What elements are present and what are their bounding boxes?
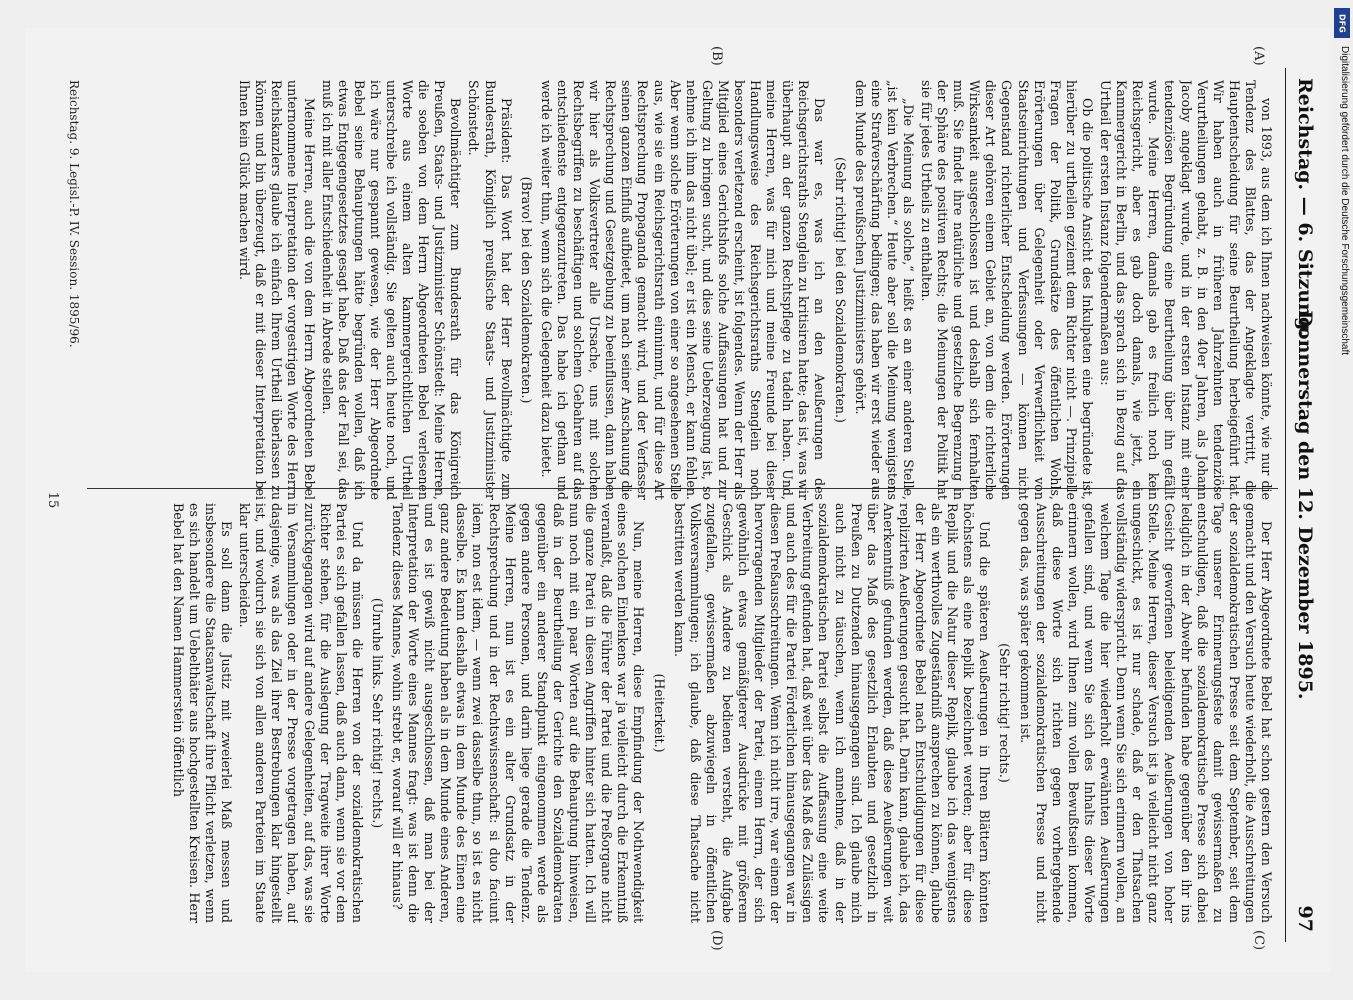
rotated-page — [25, 28, 1330, 972]
header-center: Donnerstag den 12. Dezember 1895. — [1294, 310, 1316, 700]
signature-number: 15 — [45, 491, 60, 509]
interjection: (Sehr richtig! rechts.) — [997, 643, 1013, 783]
credit-text: Digitalisierung gefördert durch die Deutsche Forschungsgemeinschaft — [1339, 46, 1350, 356]
paragraph: Bevollmächtigter zum Bundesrath für das Königreich Preußen, Staats- und Justizminister Schönstedt: Meine Herren, die soeben von dem Herrn Abgeordneten Bebel verlesenen Worte aus einem alten kammergerichtlichen Urtheil unterschreibe ich vollständig. Sie gelten auch heute noch, und ich wäre nur gespannt gewesen, wie der Herr Abgeordnete Bebel seine Behauptungen hätte begründen wollen, daß ich etwas Entgegengesetztes gesagt habe. Daß das der Fall sei, das muß ich mit aller Entschiedenheit in Abrede stellen. — [319, 80, 464, 500]
paragraph: Und die späteren Aeußerungen in Ihren Blättern könnten höchstens als eine Replik bezeichnet werden; aber für diese Replik und die Natur dieser Replik, glaube ich das wenigstens als ein werthvolles Zugeständniß ansprechen zu können, glaube der Herr Abgeordnete Bebel nach Entschuldigungen für diese replizirten Aeußerungen gesucht hat. Darin kann, glaube ich, das Anerkenntniß gefunden werden, daß diese Aeußerungen weit über das Maß des gesetzlich Erlaubten und gesetzlich in Preußen zu Dutzenden hinausgegangen sind. Ich glaube mich auch nicht zu täuschen, wenn ich annehme, daß in der sozialdemokratischen Partei selbst die Auffassung eine weite Verbreitung gefunden hat, daß weit über das Maß des Zulässigen und auch des für die Partei Förderlichen hinausgegangen war in diesen Preßausschreitungen. Wenn ich nicht irre, war einem der hervorragenden Mitglieder der Partei, einem Herrn, der sich gewöhnlich etwas gemäßigterer Ausdrücke mit größerem Geschick als Andere zu bedienen versteht, die Aufgabe zugefallen, gewissermaßen abzuwiegeln in öffentlichen Volksversammlungen; ich glaube, daß diese Thatsache nicht bestritten werden kann. — [671, 503, 993, 923]
digitization-credit — [1334, 6, 1350, 996]
paragraph: Und da müssen die Herren von der sozialdemokratischen Partei es sich gefallen lassen, daß auch dann, wenn sie vor dem Richter stehen, für die Auslegung der Tragweite ihrer Worte zurückgegangen wird auf andere Gelegenheiten, auf das, was sie in Versammlungen oder in der Presse vorgetragen haben, auf dasjenige, was als das Ziel ihrer Bestrebungen klar hingestellt ist, und wodurch sie sich von allen anderen Parteien im Staate klar unterscheiden. — [237, 503, 365, 923]
paragraph: von 1893, aus dem ich Ihnen nachweisen könnte, wie nur die Tendenz des Blattes, das der Angeklagte vertritt, die Hauptentscheidung für seine Beurtheilung herbeigeführt hat. Wir haben auch in früheren Jahrzehnten tendenziöse Verurtheilungen gehabt, z. B. in den 40er Jahren, als Johann Jacoby angeklagt wurde, und in der ersten Instanz mit einer tendenziösen Begründung eine Beurtheilung über ihn gefällt wurde. Meine Herren, damals gab es freilich noch kein Reichsgericht, aber es gab doch damals, wie jetzt, ein Kammergericht in Berlin, und das sprach sich in Bezug auf das Urtheil der ersten Instanz folgendermaßen aus: — [1098, 80, 1274, 500]
margin-mark-d: (D) — [709, 930, 724, 951]
paragraph: Präsident: Das Wort hat der Herr Bevollmächtigte zum Bundesrath, Königlich preußische Staats- und Justizminister Schönstedt. — [466, 80, 514, 500]
paragraph: „Die Meinung als solche,“ heißt es an einer anderen Stelle, „ist kein Verbrechen.“ Heute aber soll die Meinung wenigstens eine Strafverschärfung bedingen; das haben wir erst wieder aus dem Munde des preußischen Justizministers gehört. — [852, 80, 916, 500]
column-divider — [87, 488, 1278, 489]
dfg-logo-icon: DFG — [1334, 8, 1350, 38]
paragraph: Ob die politische Ansicht des Inkulpaten eine begründete ist, hierüber zu urtheilen geziemt dem Richter nicht —. Prinzipielle Fragen der Politik, Grundsätze des öffentlichen Wohls, Erörterungen über Gelegenheit oder Verwerflichkeit von Staatseinrichtungen und Verfassungen — können nicht Gegenstand richterlicher Entscheidung werden. Erörterungen dieser Art gehören einem Gebiet an, von dem die richterliche Wirksamkeit ausgeschlossen ist und deshalb sich fernhalten muß. Sie findet ihre natürliche und gesetzliche Begrenzung in der Sphäre des positiven Rechts; die Meinungen der Politik hat sie für jedes Urtheils zu enthalten. — [919, 80, 1095, 500]
paragraph: Es soll dann die Justiz mit zweierlei Maß messen und insbesondere die Staatsanwaltschaft ihre Pflicht verletzen, wenn es sich handelt um Uebelthäter aus hochgestellten Kreisen. Herr Bebel hat den Namen Hammerstein öffentlich — [170, 503, 235, 923]
header-left: Reichstag. — 6. Sitzung. — [1294, 78, 1316, 337]
paragraph: Meine Herren, auch die von dem Herrn Abgeordneten Bebel unternommene Interpretation der vorgestrigen Worte des Herrn Reichskanzlers glaube ich einfach Ihrem Urtheil überlassen zu können und bin überzeugt, daß er mit dieser Interpretation bei Ihnen kein Glück machen wird. — [237, 80, 317, 500]
page-number: 97 — [1294, 905, 1316, 932]
running-header — [1282, 78, 1322, 932]
header-rule — [1285, 68, 1286, 942]
interjection: (Heiterkeit.) — [651, 673, 667, 753]
interjection: (Unruhe links. Sehr richtig! rechts.) — [369, 597, 385, 829]
margin-mark-c: (C) — [1251, 930, 1266, 951]
interjection: (Sehr richtig! bei den Sozialdemokraten.) — [832, 157, 848, 423]
text-column-left — [87, 80, 1274, 500]
paragraph: Nun, meine Herren, diese Empfindung der Nothwendigkeit eines solchen Einlenkens war ja vielleicht durch die Erkenntniß veranlaßt, daß die Führer der Partei und die Preßorgane nicht die ganze Partei in diesen Angriffen hinter sich hatten. Ich will nun noch mit ein paar Worten auf die Behauptung hinweisen, daß in der Beurtheilung der Gerichte den Sozialdemokraten gegenüber ein anderer Standpunkt eingenommen werde als gegen andere Personen, und darin liege gerade die Tendenz. Meine Herren, nun ist es ein alter Grundsatz in der Rechtsprechung und in der Rechtswissenschaft: si duo faciunt idem, non est idem, — wenn zwei dasselbe thun, so ist es nicht dasselbe. Es kann deshalb etwas in dem Munde des Einen eine ganz andere Bedeutung haben als in dem Munde eines Anderen, und es ist gewiß nicht ausgeschlossen, daß man bei der Interpretation der Worte eines Mannes fragt: was ist denn die Tendenz dieses Mannes, wohin strebt er, worauf will er hinaus? — [390, 503, 647, 923]
paragraph: Der Herr Abgeordnete Bebel hat schon gestern den Versuch gemacht und den Versuch heute wiederholt, die Ausschreitungen der sozialdemokratischen Presse seit dem September, seit dem Tage unserer Erinnerungsfeste damit gewissermaßen zu entschuldigen, daß die sozialdemokratische Presse sich dabei lediglich in der Abwehr befunden habe gegenüber den ihr ins Gesicht geworfenen beleidigenden Aeußerungen von hoher Stelle. Meine Herren, dieser Versuch ist ja vielleicht nicht ganz ungeschickt, es ist nur schade, daß er den Thatsachen vollständig widerspricht. Denn wenn Sie sich erinnern wollen, an welchem Tage die hier wiederholt erwähnten Aeußerungen gefallen sind, und wenn Sie sich des Inhalts dieser Worte erinnern wollen, wird Ihnen zum vollen Bewußtsein kommen, daß diese Worte sich richten gegen vorhergehende Ausschreitungen der sozialdemokratischen Presse und nicht gegen das, was später gekommen ist. — [1017, 503, 1274, 923]
text-column-right — [87, 503, 1274, 923]
margin-mark-b: (B) — [709, 46, 724, 66]
paragraph: Das war es, was ich an den Aeußerungen des Reichsgerichtsraths Stenglein zu kritisiren hatte; das ist, was wir überhaupt an der ganzen Rechtspflege zu tadeln haben. Und, meine Herren, was für mich und meine Freunde bei dieser Handlungsweise des Reichsgerichtsraths Stenglein noch besonders verletzend erscheint, ist folgendes. Wenn der Herr als Mitglied eines Gerichtshofs solche Auffassungen hat und zur Geltung zu bringen sucht, und dies seine Ueberzeugung ist, so nehme ich ihm das nicht übel; er ist ein Mensch, er kann fehlen. Aber wenn solche Erörterungen von einer so angesehenen Stelle aus, wie sie ein Reichsgerichtsrath einnimmt, und für diese Art Rechtsprechung Propaganda gemacht wird, und der Verfasser seinen ganzen Einfluß aufbietet, um nach seiner Anschauung die Rechtsprechung und Gesetzgebung zu beeinflussen, dann haben wir hier als Volksvertreter alle Ursache, uns mit solchen Rechtsbegriffen zu beschäftigen und solchem Gebahren auf das entschiedenste entgegenzutreten. Das habe ich gethan und werde ich weiter thun, wenn sich die Gelegenheit dazu bietet. — [538, 80, 828, 500]
interjection: (Bravo! bei den Sozialdemokraten.) — [518, 176, 534, 404]
margin-mark-a: (A) — [1251, 46, 1266, 66]
footer-session: Reichstag. 9. Legisl.-P. IV. Session. 1895/96. — [67, 80, 81, 348]
